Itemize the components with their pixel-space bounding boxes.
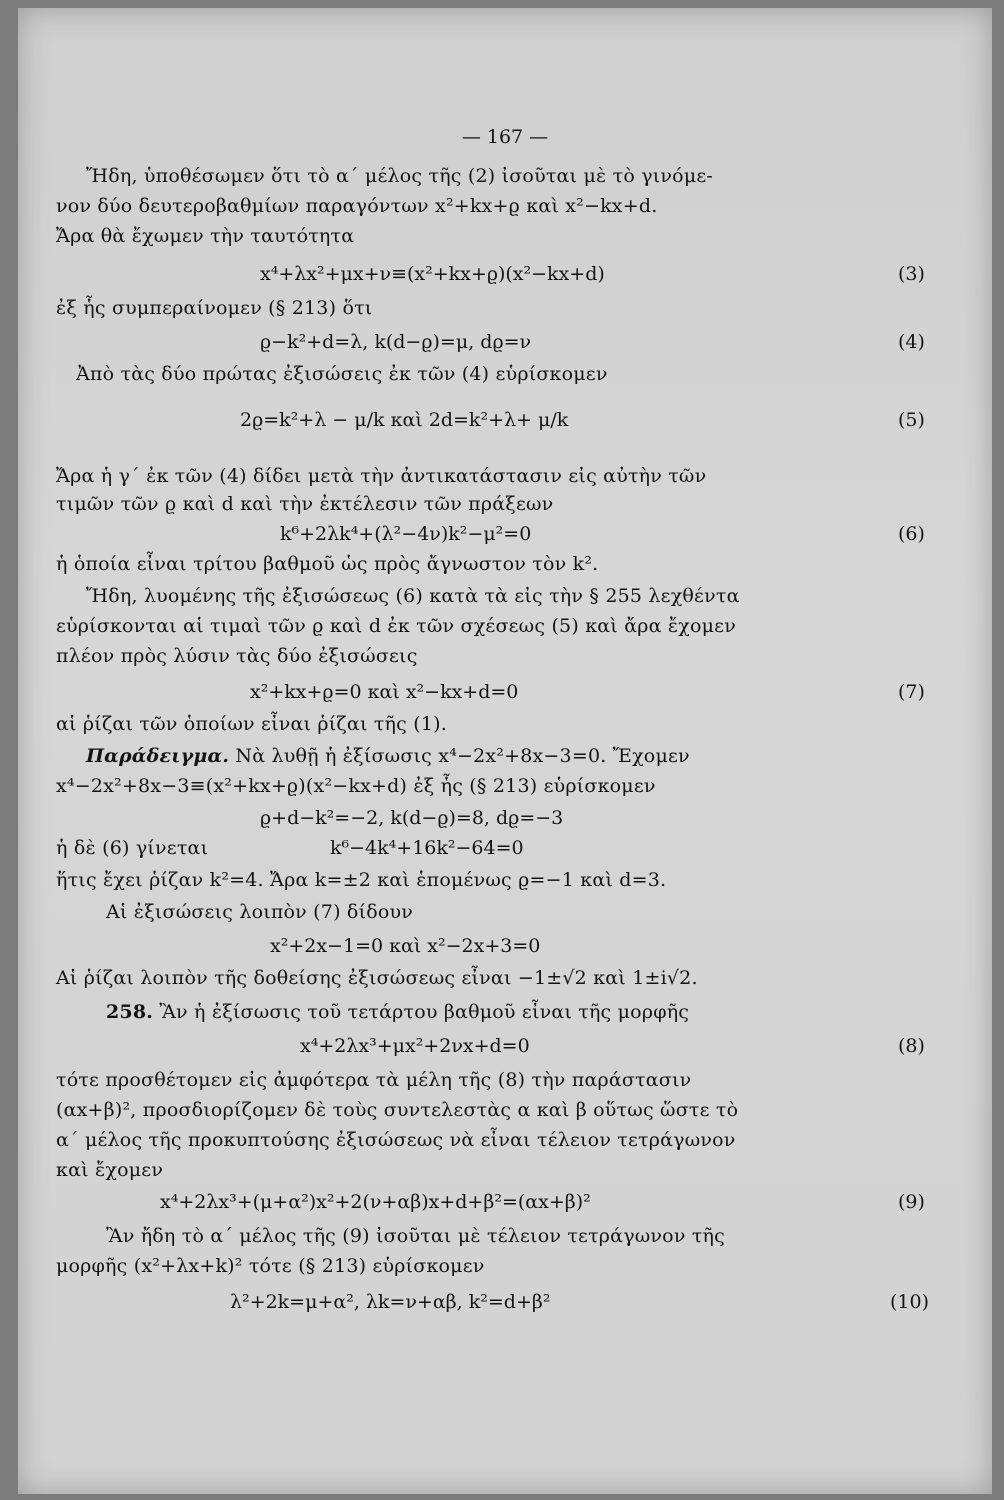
equation: x²+2x−1=0 καὶ x²−2x+3=0 bbox=[270, 935, 541, 957]
example-text: Νὰ λυθῇ ἡ ἐξίσωσις x⁴−2x²+8x−3=0. Ἔχομεν bbox=[235, 745, 690, 767]
equation-number: (6) bbox=[898, 523, 925, 545]
example-label: Παράδειγμα. bbox=[86, 745, 230, 767]
equation: k⁶+2λk⁴+(λ²−4ν)k²−μ²=0 bbox=[280, 523, 532, 545]
text-line: εὑρίσκονται αἱ τιμαὶ τῶν ϱ καὶ d ἐκ τῶν σχέσεως (5) καὶ ἄρα ἔχομεν bbox=[56, 615, 736, 637]
equation: λ²+2k=μ+α², λk=ν+αβ, k²=d+β² bbox=[230, 1291, 551, 1313]
section-number: 258. bbox=[106, 1001, 154, 1023]
text-line: Ἄρα ἡ γ΄ ἐκ τῶν (4) δίδει μετὰ τὴν ἀντικατάστασιν εἰς αὐτὴν τῶν bbox=[56, 465, 707, 487]
text-line: x⁴−2x²+8x−3≡(x²+kx+ϱ)(x²−kx+d) ἐξ ἧς (§ 213) εὑρίσκομεν bbox=[56, 775, 656, 797]
equation-number: (4) bbox=[898, 331, 925, 353]
text-line: Ἂν ἤδη τὸ α΄ μέλος τῆς (9) ἰσοῦται μὲ τέλειον τετράγωνον τῆς bbox=[106, 1225, 725, 1247]
equation: x²+kx+ϱ=0 καὶ x²−kx+d=0 bbox=[250, 681, 519, 703]
equation-number: (5) bbox=[898, 409, 925, 431]
text-line: μορφῆς (x²+λx+k)² τότε (§ 213) εὑρίσκομεν bbox=[56, 1255, 485, 1277]
book-page bbox=[18, 8, 992, 1494]
equation-number: (7) bbox=[898, 681, 925, 703]
text-line: ἐξ ἧς συμπεραίνομεν (§ 213) ὅτι bbox=[56, 297, 373, 319]
equation-number: (9) bbox=[898, 1191, 925, 1213]
text-line: αἱ ῥίζαι τῶν ὁποίων εἶναι ῥίζαι τῆς (1). bbox=[56, 713, 447, 735]
text-line: Ἤδη, ὑποθέσωμεν ὅτι τὸ α΄ μέλος τῆς (2) ἰσοῦται μὲ τὸ γινόμε- bbox=[86, 165, 714, 187]
section-text: Ἂν ἡ ἐξίσωσις τοῦ τετάρτου βαθμοῦ εἶναι τῆς μορφῆς bbox=[159, 1001, 690, 1023]
text-line: α΄ μέλος τῆς προκυπτούσης ἐξισώσεως νὰ εἶναι τέλειον τετράγωνον bbox=[56, 1129, 736, 1151]
equation: k⁶−4k⁴+16k²−64=0 bbox=[330, 837, 524, 859]
text-line: τότε προσθέτομεν εἰς ἀμφότερα τὰ μέλη τῆς (8) τὴν παράστασιν bbox=[56, 1069, 692, 1091]
text-line: Αἱ ῥίζαι λοιπὸν τῆς δοθείσης ἐξισώσεως εἶναι −1±√2 καὶ 1±i√2. bbox=[56, 967, 698, 989]
text-line: ἡ δὲ (6) γίνεται bbox=[56, 837, 209, 859]
text-line: ἥτις ἔχει ῥίζαν k²=4. Ἄρα k=±2 καὶ ἑπομένως ϱ=−1 καὶ d=3. bbox=[56, 869, 667, 891]
text-line: νον δύο δευτεροβαθμίων παραγόντων x²+kx+ϱ καὶ x²−kx+d. bbox=[56, 195, 658, 217]
text-line: ἡ ὁποία εἶναι τρίτου βαθμοῦ ὡς πρὸς ἄγνωστον τὸν k². bbox=[56, 553, 599, 575]
text-line: καὶ ἔχομεν bbox=[56, 1159, 164, 1181]
text-line: Ἄρα θὰ ἔχωμεν τὴν ταυτότητα bbox=[56, 225, 355, 247]
text-line: Αἱ ἐξισώσεις λοιπὸν (7) δίδουν bbox=[106, 901, 413, 923]
equation: 2ϱ=k²+λ − μ/k καὶ 2d=k²+λ+ μ/k bbox=[240, 409, 569, 431]
equation: x⁴+2λx³+(μ+α²)x²+2(ν+αβ)x+d+β²=(αx+β)² bbox=[160, 1191, 591, 1213]
page-number: — 167 — bbox=[461, 126, 549, 148]
text-line bbox=[106, 1000, 689, 1024]
equation: ϱ+d−k²=−2, k(d−ϱ)=8, dϱ=−3 bbox=[260, 807, 564, 829]
text-line: πλέον πρὸς λύσιν τὰς δύο ἐξισώσεις bbox=[56, 645, 418, 667]
equation: ϱ−k²+d=λ, k(d−ϱ)=μ, dϱ=ν bbox=[260, 331, 532, 353]
text-line: (αx+β)², προσδιορίζομεν δὲ τοὺς συντελεστὰς α καὶ β οὕτως ὥστε τὸ bbox=[56, 1099, 739, 1121]
text-line: Ἀπὸ τὰς δύο πρώτας ἐξισώσεις ἐκ τῶν (4) εὑρίσκομεν bbox=[76, 363, 608, 385]
equation: x⁴+λx²+μx+ν≡(x²+kx+ϱ)(x²−kx+d) bbox=[260, 263, 605, 285]
equation: x⁴+2λx³+μx²+2νx+d=0 bbox=[300, 1035, 530, 1057]
text-line bbox=[86, 744, 690, 768]
text-line: Ἤδη, λυομένης τῆς ἐξισώσεως (6) κατὰ τὰ εἰς τὴν § 255 λεχθέντα bbox=[86, 585, 740, 607]
equation-number: (10) bbox=[890, 1291, 930, 1313]
equation-number: (8) bbox=[898, 1035, 925, 1057]
text-line: τιμῶν τῶν ϱ καὶ d καὶ τὴν ἐκτέλεσιν τῶν πράξεων bbox=[56, 493, 554, 515]
equation-number: (3) bbox=[898, 263, 925, 285]
